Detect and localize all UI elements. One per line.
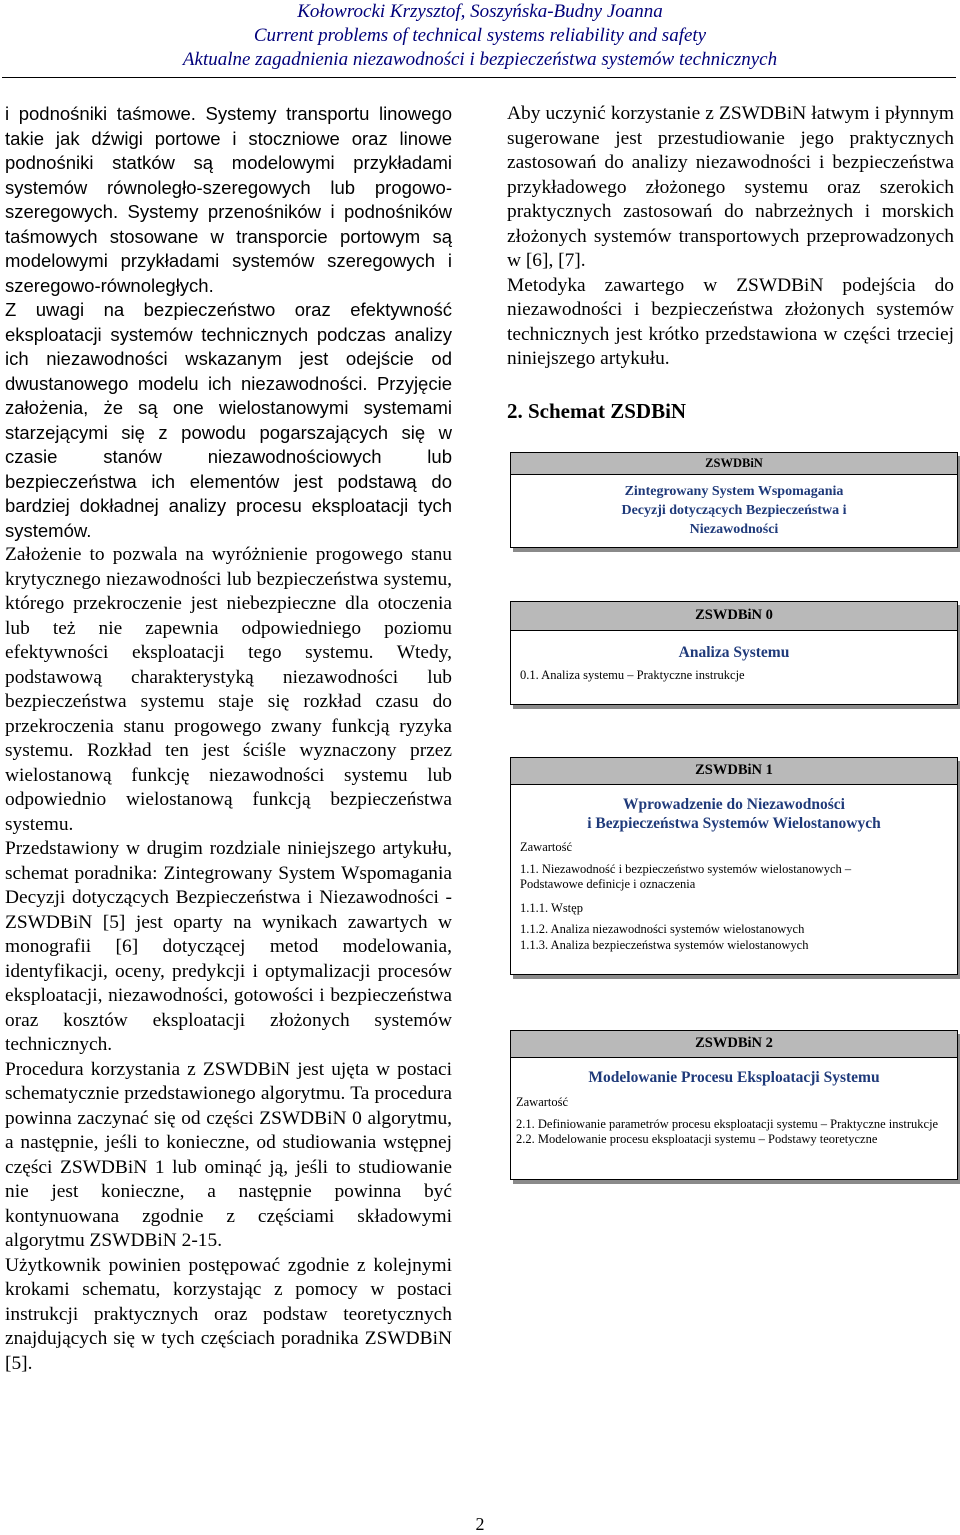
header-divider <box>2 77 956 78</box>
box-1-title-line-2: i Bezpieczeństwa Systemów Wielostanowych <box>587 815 881 832</box>
right-paragraph-1: Aby uczynić korzystanie z ZSWDBiN łatwym i płynnym sugerowane jest przestudiowanie jego praktycznych zastosowań do analizy niezawodności i bezpieczeństwa przykładowego złożonego systemu oraz szerokich praktycznych zastosowań do nabrzeżnych i morskich złożonych systemów transportowych przeprowadzonych w [6], [7]. <box>507 103 954 271</box>
left-paragraph-2: Z uwagi na bezpieczeństwo oraz efektywność eksploatacji systemów technicznych podczas analizy ich niezawodności wskazanym jest odejście od dwustanowego modelu ich niezawodności. Przyjęcie założenia, że są one wielostanowymi systemami starzejącymi się z powodu pogarszających się w czasie stanów niezawodnościowych lub bezpieczeństwa ich elementów jest podstawą do bardziej dokładnej analizy procesu eksploatacji tych systemów. <box>5 299 452 541</box>
right-paragraph-2: Metodyka zawartego w ZSWDBiN podejścia do niezawodności i bezpieczeństwa złożonych systemów technicznych jest krótko przedstawiona w części trzeciej niniejszego artykułu. <box>507 274 954 369</box>
box-0-item-1: 0.1. Analiza systemu – Praktyczne instrukcje <box>520 668 745 682</box>
box-main-title-line-3: Niezawodności <box>689 522 779 537</box>
box-1-title-line-1: Wprowadzenie do Niezawodności <box>623 796 845 813</box>
header-journal-pl: Aktualne zagadnienia niezawodności i bezpieczeństwa systemów technicznych <box>182 49 778 70</box>
left-paragraph-5: Procedura korzystania z ZSWDBiN jest ujęta w postaci schematycznie przedstawionego algorytmu. Ta procedura powinna zaczynać się od części ZSWDBiN 0 algorytmu, a następnie, jeśli to konieczne, od studiowania wstępnej części ZSWDBiN 1 lub ominąć ją, jeśli to studiowanie nie jest konieczne, a następnie powinna być kontynuowana zgodnie z częściami składowymi algorytmu ZSWDBiN 2-15. <box>5 1058 452 1251</box>
header-authors: Kołowrocki Krzysztof, Soszyńska-Budny Joanna <box>297 1 663 22</box>
right-column <box>507 102 954 424</box>
page-number: 2 <box>475 1514 485 1534</box>
box-1-item-2: 1.1.1. Wstęp <box>520 900 583 915</box>
box-main-head: ZSWDBiN <box>511 453 957 475</box>
header-journal-en: Current problems of technical systems reliability and safety <box>253 25 707 46</box>
box-1-item-1: 1.1. Niezawodność i bezpieczeństwo systemów wielostanowych – <box>520 861 852 876</box>
box-2-item-1: 2.1. Definiowanie parametrów procesu eksploatacji systemu – Praktyczne instrukcje <box>516 1116 939 1131</box>
box-1-head: ZSWDBiN 1 <box>511 758 957 785</box>
diagram-box-main <box>510 452 958 548</box>
box-2-head: ZSWDBiN 2 <box>511 1031 957 1058</box>
left-paragraph-3: Założenie to pozwala na wyróżnienie progowego stanu krytycznego niezawodności lub bezpieczeństwa systemu, którego przekroczenie jest niebezpieczne dla otoczenia lub też nie zapewnia odpowiedniego poziomu efektywności eksploatacji tego systemu. Wtedy, podstawową charakterystyką niezawodności lub bezpieczeństwa systemu staje się rozkład czasu do przekroczenia stanu progowego zwany funkcją ryzyka systemu. Rozkład ten jest ściśle wyznaczony przez wielostanową funkcję niezawodności systemu lub odpowiednio wielostanową funkcją bezpieczeństwa systemu. <box>5 544 452 835</box>
left-column <box>5 102 452 1376</box>
box-1-item-4: 1.1.3. Analiza bezpieczeństwa systemów wielostanowych <box>520 937 809 952</box>
box-0-title: Analiza Systemu <box>678 644 790 661</box>
left-paragraph-6: Użytkownik powinien postępować zgodnie z kolejnymi krokami schematu, korzystając z pomocy w postaci instrukcji praktycznych oraz podstaw teoretycznych znajdujących się w tych częściach poradnika ZSWDBiN [5]. <box>5 1254 452 1374</box>
box-0-head: ZSWDBiN 0 <box>511 602 957 631</box>
left-paragraph-4: Przedstawiony w drugim rozdziale niniejszego artykułu, schemat poradnika: Zintegrowany System Wspomagania Decyzji dotyczących Bezpieczeństwa i Niezawodności - ZSWDBiN [5] jest oparty na wynikach zawartych w monografii [6] dotyczącej metod modelowania, identyfikacji, oceny, predykcji i optymalizacji procesów eksploatacji, niezawodności, gotowości i bezpieczeństwa oraz kosztów eksploatacji złożonych systemów technicznych. <box>5 838 452 1055</box>
box-1-item-1b: Podstawowe definicje i oznaczenia <box>520 877 696 891</box>
box-main-title-line-1: Zintegrowany System Wspomagania <box>624 484 844 499</box>
diagram-box-2 <box>510 1030 958 1180</box>
running-header <box>0 0 960 72</box>
box-main-title-line-2: Decyzji dotyczących Bezpieczeństwa i <box>621 503 847 518</box>
box-2-title: Modelowanie Procesu Eksploatacji Systemu <box>588 1069 880 1086</box>
box-2-item-2: 2.2. Modelowanie procesu eksploatacji systemu – Podstawy teoretyczne <box>516 1132 878 1146</box>
box-1-contents-label: Zawartość <box>520 840 573 854</box>
diagram-box-1 <box>510 757 958 975</box>
left-paragraph-1: i podnośniki taśmowe. Systemy transportu linowego takie jak dźwigi portowe i stoczniowe oraz linowe podnośniki statków są modelowymi przykładami systemów równoległo-szeregowych lub progowo-szeregowych. Systemy przenośników i podnośników taśmowych stosowane w transporcie portowym są modelowymi przykładami systemów szeregowych i szeregowo-równoległych. <box>5 103 452 296</box>
box-2-contents-label: Zawartość <box>516 1095 569 1109</box>
diagram-box-0 <box>510 601 958 705</box>
section-title: 2. Schemat ZSDBiN <box>507 398 687 423</box>
box-1-item-3: 1.1.2. Analiza niezawodności systemów wielostanowych <box>520 922 805 936</box>
